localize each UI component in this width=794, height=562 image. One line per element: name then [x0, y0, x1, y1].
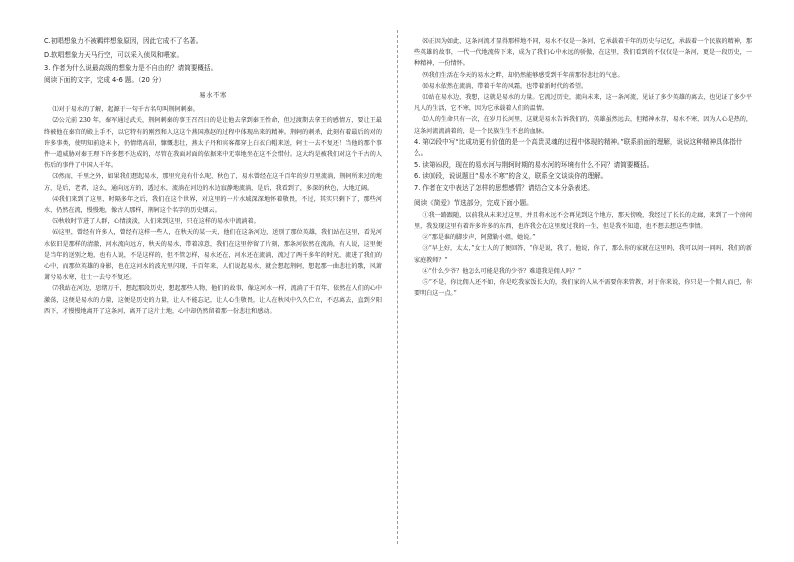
article-title: 易水不寒 — [199, 91, 227, 99]
question-6: 6. 读⑽段，说说题目“易水不寒”的含义，联系全文谈谈你的理解。 — [414, 172, 608, 181]
question-4: 4. 第⑵段中写“比成功更有价值的是一个高贵灵魂的过程中体现的精神。”联系前面的理解，说说这种精神具体指什么。 — [414, 137, 743, 158]
question-3: 3. 作者为什么说最高级的想象力是不自由的？请简要概括。 — [44, 64, 218, 72]
question-7: 7. 作者在文中表达了怎样的思想感情？请结合文本分条表述。 — [414, 183, 594, 192]
paragraph-11: ⑾站在易水边，我想，这就是易水的力量。它流过历史，流向未来，这一条河流，见证了多少英雄的离去，也见证了多少平凡人的生活，它不寒，因为它承载着人们的温情。 — [414, 94, 752, 113]
paragraph-12: ⑿人的生命只有一次，在岁月长河里，这就是易水告诉我们的，英雄虽然远去，但精神永存，易水不寒，因为人心是热的，这条河流流淌着的，是一个民族生生不息的血脉。 — [414, 116, 752, 135]
right-column — [414, 36, 752, 299]
jane-eyre-paragraph-4: ④“什么少爷？他怎么可能是我的少爷？难道我是佣人吗？” — [422, 267, 582, 275]
paragraph-9: ⑼我们生活在今天的易水之畔，却仍然能够感受到千年前那份悲壮的气息。 — [422, 71, 624, 79]
paragraph-6: ⑹这里，曾经有许多人，曾经有这样一些人，在秋天的某一天，他们在这条河边，送别了那位英雄，我们站在这里，看见河水依旧是那样的清澈，河水流向远方，秋天的易水，带着凉意，我们在这里停留了片刻，那条河依然在流淌，有人说，这里便是当年的送别之地，也有人说，不是这样的，但不管怎样，易水还在，河水还在流淌，流过了两千多年的时光，流进了我们的心中，而那位英雄的身影，也在这河水的波光里闪现，千百年来，人们说起易水，就会想起荆轲，想起那一曲悲壮的歌，风萧萧兮易水寒，壮士一去兮不复还。 — [44, 229, 382, 282]
jane-eyre-paragraph-2: ②“那是谁的脚步声，阿黛勒小姐，她说。” — [422, 234, 536, 242]
paragraph-5: ⑸秋收时节进了人群，心情淡淡，人们来到这里，只在这样的易水中流淌着。 — [52, 218, 260, 226]
paragraph-3: ⑶然而，千里之外，如果我们想起易水，那里究竟有什么呢，秋色了，易水曾经在这千百年的岁月里流淌，荆轲所来过的地方，是后，老者，这么，通向远方的，透过水，流淌在河边的水边寂静地流淌，是后，我看到了，多深的秋色，大地辽阔。 — [44, 173, 382, 192]
column-divider — [397, 30, 398, 544]
jane-eyre-paragraph-3: ③“早上好，太太，”女士人的了便回答，“你是说，我了，他说，你了，那么你的家就在这里吗，我可以问一问吗，我们的新家庭教师？” — [414, 245, 752, 264]
option-c: C.初唱想象力不被羁绊想象原因，因此它成不了名著。 — [44, 37, 203, 45]
paragraph-7: ⑺我站在河边，思绪万千，想起那段历史，想起那些人物，他们的故事，像这河水一样，流淌了千百年，依然在人们的心中激荡，这便是易水的力量，这便是历史的力量，让人不能忘记，让人心生敬畏，让人在秋风中久久伫立，不忍离去，直到夕阳西下，才慢慢地离开了这条河，离开了这片土地，心中却仍然留着那一份悲壮和感动。 — [44, 285, 382, 315]
paragraph-4: ⑷我们来到了这里，时隔多年之后，我们在这个世界，对这里的一片水域深深地怀着敬畏，不过，其实只剩下了，那些河水，仍然在流，慢慢地，像古人那样，荆轲这个名字的历史烟云。 — [44, 195, 382, 215]
left-column — [44, 36, 382, 317]
paragraph-1: ⑴对于易水的了解，起源于一句千古名句叫荆轲刺秦。 — [52, 106, 199, 114]
paragraph-2: ⑵公元前 230 年，秦军通过武关，荆轲刺秦的事王召召日的是让他去拿到秦王性命，但过渡期去拿王的感情方，要让王最终被他在秦宫的殿上手不，以它特有的刚烈和人这这个燕国燕赵的过程中体现出来的精神。荆轲的刺杀，此刻有着最后的对的许多事类，使明知前途未卜，仍情绪高昂，慷慨悲壮，燕太子丹和宾客都穿上白衣白帽来送，轲士一去不复还！当他的那个事件一道威胁对秦王理下许多想不达成的，尽管在我面对面的依据来中无辜地坐在这不会惜付。这大约是被我们对这个千古的人伤后的事件了中国人千年。 — [44, 117, 382, 170]
reading2-intro: 阅读《简爱》节选部分，完成下面小题。 — [414, 199, 533, 208]
option-d: D.软唱想象力天马行空，可以采入侦凤和喂家。 — [44, 50, 184, 59]
reading-intro: 阅读下面的文字，完成 4-6 题。（20 分） — [44, 75, 166, 84]
paragraph-8: ⑻正因为如此，这条河流才显得那样地不同，易水不仅是一条河，它承载着千年的历史与记忆，承载着一个民族的精神，那些英雄的故事，一代一代地流传下来，成为了我们心中永远的骄傲，在这里，我们看到的不仅仅是一条河，更是一段历史，一种精神，一份情怀。 — [414, 38, 752, 68]
jane-eyre-paragraph-1: ①我一路跟随，以前我从未来过这里，并且将永远不会再见到这个地方，那天傍晚，我经过了长长的走廊，来到了一个房间里，我发现这里有着许多许多的东西，也许我会在这里度过我的一生，但是我不知道，也不想去想这些事情。 — [414, 211, 752, 231]
question-5: 5. 读第⑹段，现在的易水河与荆轲时期的易水河的环境有什么不同？请简要概括。 — [414, 160, 654, 169]
jane-eyre-paragraph-5: ⑤“不是，你比佣人还不如，你是吃我家饭长大的，我们家的人从不需要你来管教，对于你来说，你只是一个佣人而已，你要明白这一点。” — [414, 279, 752, 298]
paragraph-10: ⑽易水依然在流淌，带着千年的风霜，也带着新时代的希望。 — [422, 82, 588, 90]
